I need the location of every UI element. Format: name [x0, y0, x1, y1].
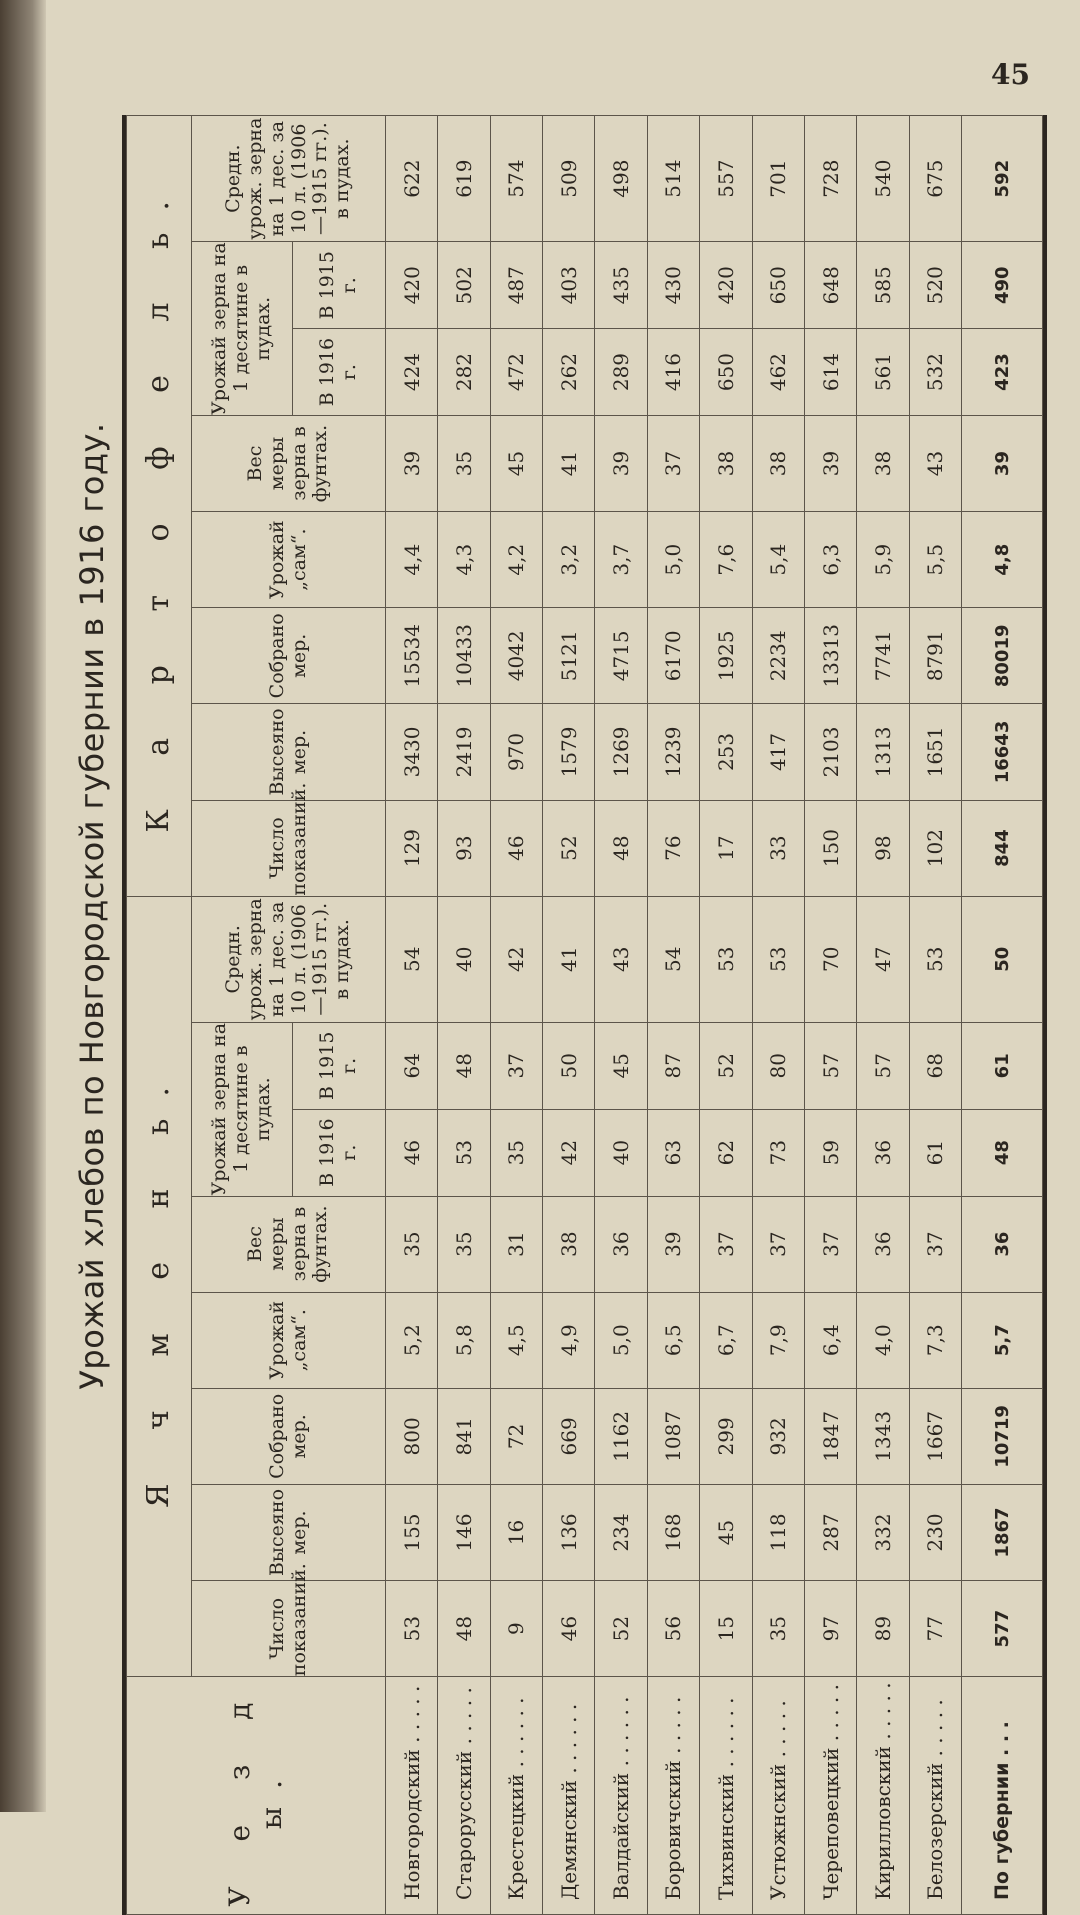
- barley-cell: 1162: [595, 1388, 647, 1484]
- barley-cell: 10719: [962, 1388, 1043, 1484]
- barley-cell: 7,9: [752, 1292, 804, 1388]
- barley-cell: 6,7: [700, 1292, 752, 1388]
- potato-cell: 423: [962, 329, 1043, 416]
- potato-cell: 650: [700, 329, 752, 416]
- potato-cell: 102: [909, 800, 961, 896]
- barley-cell: 4,9: [543, 1292, 595, 1388]
- potato-cell: 5,0: [647, 512, 699, 608]
- potato-cell: 41: [543, 415, 595, 511]
- barley-cell: 5,2: [386, 1292, 438, 1388]
- potato-cell: 1239: [647, 704, 699, 800]
- potato-sam-header: Урожай „сам“.: [192, 512, 386, 608]
- barley-cell: 577: [962, 1581, 1043, 1677]
- barley-cell: 31: [490, 1196, 542, 1292]
- uezd-name: Новгородский . . . . .: [386, 1677, 438, 1915]
- barley-cell: 35: [490, 1109, 542, 1196]
- potato-cell: 675: [909, 116, 961, 242]
- barley-cell: 54: [647, 896, 699, 1022]
- potato-cell: 39: [386, 415, 438, 511]
- barley-cell: 800: [386, 1388, 438, 1484]
- uezd-name: Демянский . . . . . .: [543, 1677, 595, 1915]
- potato-cell: 3430: [386, 704, 438, 800]
- barley-cell: 48: [962, 1109, 1043, 1196]
- potato-cell: 282: [438, 329, 490, 416]
- potato-cell: 532: [909, 329, 961, 416]
- potato-cell: 462: [752, 329, 804, 416]
- barley-cell: 230: [909, 1484, 961, 1580]
- potato-cell: 35: [438, 415, 490, 511]
- barley-cell: 89: [857, 1581, 909, 1677]
- barley-cell: 6,5: [647, 1292, 699, 1388]
- uezd-name: Валдайский . . . . . .: [595, 1677, 647, 1915]
- barley-cell: 35: [386, 1196, 438, 1292]
- potato-cell: 2103: [804, 704, 856, 800]
- potato-cell: 4,2: [490, 512, 542, 608]
- potato-weight-header: Вес меры зерна в фунтах.: [192, 415, 386, 511]
- potato-cell: 574: [490, 116, 542, 242]
- potato-cell: 490: [962, 242, 1043, 329]
- barley-cell: 53: [386, 1581, 438, 1677]
- barley-cell: 35: [752, 1581, 804, 1677]
- table-row: [909, 116, 961, 1915]
- uezd-name: Старорусский . . . . .: [438, 1677, 490, 1915]
- table-row: [700, 116, 752, 1915]
- potato-cell: 650: [752, 242, 804, 329]
- barley-cell: 42: [490, 896, 542, 1022]
- potato-cell: 1651: [909, 704, 961, 800]
- potato-cell: 38: [700, 415, 752, 511]
- potato-cell: 970: [490, 704, 542, 800]
- potato-cell: 6170: [647, 608, 699, 704]
- potato-cell: 76: [647, 800, 699, 896]
- barley-cell: 53: [752, 896, 804, 1022]
- barley-cell: 68: [909, 1022, 961, 1109]
- barley-cell: 4,0: [857, 1292, 909, 1388]
- uezd-name: Крестецкий . . . . . .: [490, 1677, 542, 1915]
- barley-cell: 50: [543, 1022, 595, 1109]
- potato-cell: 1579: [543, 704, 595, 800]
- barley-cell: 36: [857, 1109, 909, 1196]
- potato-cell: 5,5: [909, 512, 961, 608]
- potato-cell: 5121: [543, 608, 595, 704]
- barley-cell: 146: [438, 1484, 490, 1580]
- table-row: [438, 116, 490, 1915]
- potato-cell: 13313: [804, 608, 856, 704]
- barley-cell: 7,3: [909, 1292, 961, 1388]
- potato-cell: 37: [647, 415, 699, 511]
- barley-cell: 37: [752, 1196, 804, 1292]
- barley-cell: 39: [647, 1196, 699, 1292]
- potato-cell: 17: [700, 800, 752, 896]
- potato-cell: 592: [962, 116, 1043, 242]
- potato-cell: 502: [438, 242, 490, 329]
- potato-cell: 4042: [490, 608, 542, 704]
- potato-cell: 253: [700, 704, 752, 800]
- potato-cell: 3,2: [543, 512, 595, 608]
- potato-cell: 2419: [438, 704, 490, 800]
- potato-cell: 16643: [962, 704, 1043, 800]
- table-row: [804, 116, 856, 1915]
- potato-cell: 33: [752, 800, 804, 896]
- potato-cell: 424: [386, 329, 438, 416]
- barley-cell: 73: [752, 1109, 804, 1196]
- potato-cell: 487: [490, 242, 542, 329]
- page-number: 45: [991, 58, 1030, 91]
- potato-cell: 561: [857, 329, 909, 416]
- barley-cell: 63: [647, 1109, 699, 1196]
- uezd-name: По губернии . . .: [962, 1677, 1043, 1915]
- barley-cell: 15: [700, 1581, 752, 1677]
- table-row: [857, 116, 909, 1915]
- barley-sam-header: Урожай „сам“.: [192, 1292, 386, 1388]
- barley-cell: 38: [543, 1196, 595, 1292]
- barley-cell: 72: [490, 1388, 542, 1484]
- barley-cell: 54: [386, 896, 438, 1022]
- potato-cell: 622: [386, 116, 438, 242]
- barley-cell: 45: [595, 1022, 647, 1109]
- barley-sown-header: Высеяно мер.: [192, 1484, 386, 1580]
- barley-cell: 299: [700, 1388, 752, 1484]
- potato-cell: 420: [386, 242, 438, 329]
- potato-cell: 39: [962, 415, 1043, 511]
- potato-cell: 3,7: [595, 512, 647, 608]
- potato-group-header: К а р т о ф е л ь.: [127, 116, 192, 897]
- barley-cell: 155: [386, 1484, 438, 1580]
- potato-cell: 430: [647, 242, 699, 329]
- potato-cell: 619: [438, 116, 490, 242]
- barley-1916-header: В 1916 г.: [293, 1109, 386, 1196]
- barley-cell: 53: [700, 896, 752, 1022]
- barley-cell: 53: [909, 896, 961, 1022]
- potato-cell: 6,3: [804, 512, 856, 608]
- barley-cell: 42: [543, 1109, 595, 1196]
- barley-cell: 50: [962, 896, 1043, 1022]
- uezd-name: Череповецкий . . . . .: [804, 1677, 856, 1915]
- potato-cell: 701: [752, 116, 804, 242]
- table-title-text: Урожай хлебов по Новгородской губернии в 1916 году.: [73, 422, 111, 1390]
- potato-cell: 43: [909, 415, 961, 511]
- harvest-table: [126, 115, 1043, 1915]
- barley-cell: 46: [543, 1581, 595, 1677]
- barley-cell: 1867: [962, 1484, 1043, 1580]
- barley-cell: 841: [438, 1388, 490, 1484]
- barley-cell: 5,7: [962, 1292, 1043, 1388]
- barley-cell: 61: [962, 1022, 1043, 1109]
- barley-group-header: Я ч м е н ь.: [127, 896, 192, 1677]
- potato-cell: 557: [700, 116, 752, 242]
- barley-cell: 16: [490, 1484, 542, 1580]
- barley-cell: 61: [909, 1109, 961, 1196]
- harvest-table-frame: [122, 115, 1047, 1915]
- table-row: [595, 116, 647, 1915]
- potato-cell: 15534: [386, 608, 438, 704]
- barley-cell: 36: [595, 1196, 647, 1292]
- uezd-name: Боровичский . . . . .: [647, 1677, 699, 1915]
- potato-cell: 289: [595, 329, 647, 416]
- barley-cell: 287: [804, 1484, 856, 1580]
- barley-cell: 57: [857, 1022, 909, 1109]
- potato-cell: 38: [752, 415, 804, 511]
- barley-cell: 118: [752, 1484, 804, 1580]
- barley-cell: 64: [386, 1022, 438, 1109]
- potato-cell: 472: [490, 329, 542, 416]
- table-row: [386, 116, 438, 1915]
- potato-cell: 509: [543, 116, 595, 242]
- barley-cell: 46: [386, 1109, 438, 1196]
- potato-cell: 93: [438, 800, 490, 896]
- potato-cell: 2234: [752, 608, 804, 704]
- barley-avg-header: Средн. урож. зерна на 1 дес. за 10 л. (1906—1915 гг.). в пудах.: [192, 896, 386, 1022]
- potato-cell: 1925: [700, 608, 752, 704]
- potato-avg-header: Средн. урож. зерна на 1 дес. за 10 л. (1906—1915 гг.). в пудах.: [192, 116, 386, 242]
- barley-cell: 59: [804, 1109, 856, 1196]
- potato-cell: 7741: [857, 608, 909, 704]
- potato-cell: 416: [647, 329, 699, 416]
- potato-cell: 5,4: [752, 512, 804, 608]
- barley-cell: 87: [647, 1022, 699, 1109]
- potato-cell: 38: [857, 415, 909, 511]
- potato-cell: 80019: [962, 608, 1043, 704]
- barley-cell: 53: [438, 1109, 490, 1196]
- barley-cell: 5,0: [595, 1292, 647, 1388]
- potato-cell: 150: [804, 800, 856, 896]
- potato-cell: 614: [804, 329, 856, 416]
- barley-cell: 41: [543, 896, 595, 1022]
- potato-cell: 52: [543, 800, 595, 896]
- potato-cell: 435: [595, 242, 647, 329]
- potato-cell: 129: [386, 800, 438, 896]
- potato-cell: 98: [857, 800, 909, 896]
- barley-cell: 1087: [647, 1388, 699, 1484]
- table-row: [647, 116, 699, 1915]
- potato-cell: 498: [595, 116, 647, 242]
- barley-cell: 669: [543, 1388, 595, 1484]
- barley-yield-group-header: Урожай зерна на 1 десятине в пудах.: [192, 1022, 293, 1196]
- uezd-header: У е з д ы.: [127, 1677, 386, 1915]
- potato-cell: 540: [857, 116, 909, 242]
- potato-cell: 39: [595, 415, 647, 511]
- potato-cell: 1269: [595, 704, 647, 800]
- table-body: [386, 116, 1043, 1915]
- potato-cell: 844: [962, 800, 1043, 896]
- uezd-name: Кирилловский . . . . .: [857, 1677, 909, 1915]
- barley-cell: 35: [438, 1196, 490, 1292]
- barley-cell: 37: [804, 1196, 856, 1292]
- potato-cell: 4,8: [962, 512, 1043, 608]
- barley-cell: 43: [595, 896, 647, 1022]
- potato-cell: 46: [490, 800, 542, 896]
- uezd-name: Устюжнский . . . . .: [752, 1677, 804, 1915]
- potato-cell: 39: [804, 415, 856, 511]
- barley-cell: 47: [857, 896, 909, 1022]
- barley-cell: 45: [700, 1484, 752, 1580]
- barley-cell: 37: [700, 1196, 752, 1292]
- potato-cell: 585: [857, 242, 909, 329]
- potato-sown-header: Высеяно мер.: [192, 704, 386, 800]
- potato-1916-header: В 1916 г.: [293, 329, 386, 416]
- potato-cell: 45: [490, 415, 542, 511]
- potato-1915-header: В 1915 г.: [293, 242, 386, 329]
- potato-cell: 514: [647, 116, 699, 242]
- barley-cell: 80: [752, 1022, 804, 1109]
- barley-cell: 40: [438, 896, 490, 1022]
- barley-cell: 52: [700, 1022, 752, 1109]
- potato-cell: 4715: [595, 608, 647, 704]
- potato-cell: 1313: [857, 704, 909, 800]
- potato-cell: 417: [752, 704, 804, 800]
- barley-cell: 136: [543, 1484, 595, 1580]
- barley-cell: 62: [700, 1109, 752, 1196]
- barley-cell: 37: [909, 1196, 961, 1292]
- uezd-name: Белозерский . . . . .: [909, 1677, 961, 1915]
- potato-cell: 8791: [909, 608, 961, 704]
- potato-cell: 4,4: [386, 512, 438, 608]
- barley-cell: 6,4: [804, 1292, 856, 1388]
- barley-cell: 37: [490, 1022, 542, 1109]
- potato-cell: 520: [909, 242, 961, 329]
- total-row: [962, 116, 1043, 1915]
- potato-cell: 7,6: [700, 512, 752, 608]
- barley-cell: 332: [857, 1484, 909, 1580]
- potato-cell: 403: [543, 242, 595, 329]
- potato-cell: 4,3: [438, 512, 490, 608]
- potato-cell: 262: [543, 329, 595, 416]
- barley-cell: 56: [647, 1581, 699, 1677]
- barley-cell: 9: [490, 1581, 542, 1677]
- barley-cell: 168: [647, 1484, 699, 1580]
- barley-cell: 36: [857, 1196, 909, 1292]
- barley-cell: 70: [804, 896, 856, 1022]
- barley-cell: 1343: [857, 1388, 909, 1484]
- barley-cell: 48: [438, 1022, 490, 1109]
- barley-cell: 36: [962, 1196, 1043, 1292]
- barley-count-header: Число показаний.: [192, 1581, 386, 1677]
- barley-cell: 52: [595, 1581, 647, 1677]
- barley-cell: 932: [752, 1388, 804, 1484]
- potato-cell: 420: [700, 242, 752, 329]
- barley-weight-header: Вес меры зерна в фунтах.: [192, 1196, 386, 1292]
- barley-cell: 97: [804, 1581, 856, 1677]
- book-binding: [0, 0, 46, 1812]
- potato-cell: 5,9: [857, 512, 909, 608]
- barley-harvest-header: Собрано мер.: [192, 1388, 386, 1484]
- barley-cell: 5,8: [438, 1292, 490, 1388]
- table-row: [543, 116, 595, 1915]
- barley-cell: 1847: [804, 1388, 856, 1484]
- potato-cell: 10433: [438, 608, 490, 704]
- potato-count-header: Число показаний.: [192, 800, 386, 896]
- barley-1915-header: В 1915 г.: [293, 1022, 386, 1109]
- barley-cell: 4,5: [490, 1292, 542, 1388]
- potato-cell: 648: [804, 242, 856, 329]
- barley-cell: 1667: [909, 1388, 961, 1484]
- table-row: [752, 116, 804, 1915]
- potato-cell: 48: [595, 800, 647, 896]
- table-row: [490, 116, 542, 1915]
- barley-cell: 57: [804, 1022, 856, 1109]
- uezd-name: Тихвинский . . . . . .: [700, 1677, 752, 1915]
- barley-cell: 40: [595, 1109, 647, 1196]
- table-title: [62, 0, 122, 1812]
- barley-cell: 234: [595, 1484, 647, 1580]
- barley-cell: 48: [438, 1581, 490, 1677]
- barley-cell: 77: [909, 1581, 961, 1677]
- potato-cell: 728: [804, 116, 856, 242]
- potato-yield-group-header: Урожай зерна на 1 десятине в пудах.: [192, 242, 293, 416]
- potato-harvest-header: Собрано мер.: [192, 608, 386, 704]
